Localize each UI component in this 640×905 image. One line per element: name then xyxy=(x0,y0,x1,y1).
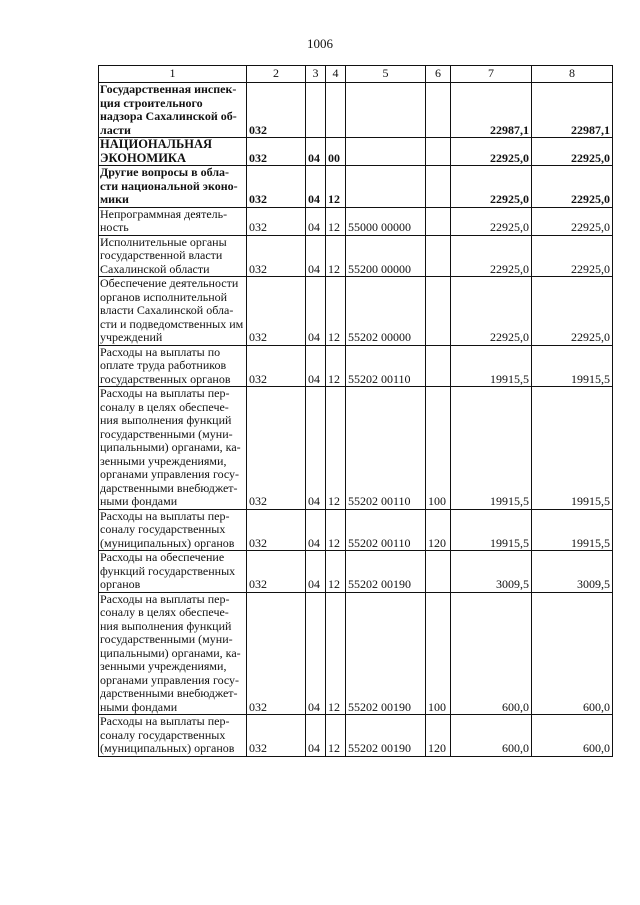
column-header: 6 xyxy=(426,66,451,83)
row-name: Расходы на обеспечение функций государственных органов xyxy=(99,551,247,593)
subsection-code: 12 xyxy=(326,387,346,510)
subsection-code: 12 xyxy=(326,509,346,551)
amount-col8: 22987,1 xyxy=(532,83,613,138)
expense-type-code xyxy=(426,166,451,208)
column-header: 3 xyxy=(306,66,326,83)
budget-table xyxy=(98,65,613,757)
expense-type-code xyxy=(426,207,451,235)
amount-col8: 22925,0 xyxy=(532,277,613,346)
section-code: 04 xyxy=(306,509,326,551)
target-article-code: 55000 00000 xyxy=(346,207,426,235)
section-code: 04 xyxy=(306,277,326,346)
target-article-code: 55202 00190 xyxy=(346,715,426,757)
admin-code: 032 xyxy=(247,345,306,387)
table-row xyxy=(99,166,613,208)
column-header: 7 xyxy=(451,66,532,83)
amount-col8: 3009,5 xyxy=(532,551,613,593)
amount-col7: 19915,5 xyxy=(451,509,532,551)
header-row xyxy=(99,66,613,83)
row-name: Расходы на выплаты пер-соналу в целях обеспече-ния выполнения функций государственными (муни-ципальными) органами, ка-зенными учреждениями, органами управления госу-дарственными внебюджет-ными фондами xyxy=(99,592,247,715)
table-row xyxy=(99,235,613,277)
expense-type-code xyxy=(426,235,451,277)
amount-col8: 22925,0 xyxy=(532,166,613,208)
section-code: 04 xyxy=(306,138,326,166)
expense-type-code: 100 xyxy=(426,592,451,715)
table-row xyxy=(99,277,613,346)
target-article-code xyxy=(346,83,426,138)
admin-code: 032 xyxy=(247,551,306,593)
row-name: Непрограммная деятель-ность xyxy=(99,207,247,235)
table-row xyxy=(99,551,613,593)
table-row xyxy=(99,387,613,510)
subsection-code: 12 xyxy=(326,345,346,387)
subsection-code: 12 xyxy=(326,592,346,715)
amount-col8: 19915,5 xyxy=(532,509,613,551)
section-code: 04 xyxy=(306,345,326,387)
subsection-code: 12 xyxy=(326,551,346,593)
section-code: 04 xyxy=(306,235,326,277)
amount-col8: 22925,0 xyxy=(532,235,613,277)
expense-type-code: 100 xyxy=(426,387,451,510)
amount-col8: 22925,0 xyxy=(532,138,613,166)
page-number: 1006 xyxy=(307,36,333,51)
section-code: 04 xyxy=(306,551,326,593)
section-code xyxy=(306,83,326,138)
amount-col7: 19915,5 xyxy=(451,345,532,387)
amount-col7: 22925,0 xyxy=(451,166,532,208)
subsection-code: 12 xyxy=(326,235,346,277)
expense-type-code xyxy=(426,551,451,593)
subsection-code: 12 xyxy=(326,715,346,757)
row-name: Обеспечение деятельности органов исполнительной власти Сахалинской обла-сти и подведомственных им учреждений xyxy=(99,277,247,346)
target-article-code xyxy=(346,166,426,208)
table-row xyxy=(99,345,613,387)
admin-code: 032 xyxy=(247,235,306,277)
row-name: Расходы на выплаты по оплате труда работников государственных органов xyxy=(99,345,247,387)
subsection-code: 12 xyxy=(326,277,346,346)
amount-col8: 600,0 xyxy=(532,592,613,715)
row-name: Расходы на выплаты пер-соналу государственных (муниципальных) органов xyxy=(99,715,247,757)
column-header: 1 xyxy=(99,66,247,83)
subsection-code: 12 xyxy=(326,166,346,208)
expense-type-code: 120 xyxy=(426,509,451,551)
admin-code: 032 xyxy=(247,592,306,715)
target-article-code: 55202 00110 xyxy=(346,345,426,387)
row-name: Государственная инспек-ция строительного надзора Сахалинской об-ласти xyxy=(99,83,247,138)
amount-col7: 22925,0 xyxy=(451,235,532,277)
section-code: 04 xyxy=(306,166,326,208)
amount-col7: 22925,0 xyxy=(451,207,532,235)
column-header: 2 xyxy=(247,66,306,83)
section-code: 04 xyxy=(306,715,326,757)
target-article-code: 55202 00110 xyxy=(346,509,426,551)
amount-col7: 22925,0 xyxy=(451,138,532,166)
row-name: Исполнительные органы государственной власти Сахалинской области xyxy=(99,235,247,277)
column-header: 8 xyxy=(532,66,613,83)
table-row xyxy=(99,207,613,235)
subsection-code xyxy=(326,83,346,138)
table-row xyxy=(99,592,613,715)
target-article-code: 55202 00190 xyxy=(346,592,426,715)
amount-col7: 3009,5 xyxy=(451,551,532,593)
table-row xyxy=(99,83,613,138)
admin-code: 032 xyxy=(247,715,306,757)
admin-code: 032 xyxy=(247,277,306,346)
target-article-code: 55202 00190 xyxy=(346,551,426,593)
expense-type-code xyxy=(426,277,451,346)
row-name: НАЦИОНАЛЬНАЯ ЭКОНОМИКА xyxy=(99,138,247,166)
amount-col8: 19915,5 xyxy=(532,345,613,387)
section-code: 04 xyxy=(306,207,326,235)
target-article-code: 55200 00000 xyxy=(346,235,426,277)
admin-code: 032 xyxy=(247,509,306,551)
admin-code: 032 xyxy=(247,387,306,510)
table-body xyxy=(99,83,613,757)
admin-code: 032 xyxy=(247,83,306,138)
admin-code: 032 xyxy=(247,207,306,235)
amount-col8: 22925,0 xyxy=(532,207,613,235)
row-name: Другие вопросы в обла-сти национальной эконо-мики xyxy=(99,166,247,208)
amount-col8: 19915,5 xyxy=(532,387,613,510)
section-code: 04 xyxy=(306,387,326,510)
amount-col7: 22925,0 xyxy=(451,277,532,346)
table-row xyxy=(99,715,613,757)
column-header: 5 xyxy=(346,66,426,83)
expense-type-code xyxy=(426,345,451,387)
target-article-code: 55202 00000 xyxy=(346,277,426,346)
table-row xyxy=(99,138,613,166)
subsection-code: 12 xyxy=(326,207,346,235)
table-row xyxy=(99,509,613,551)
amount-col8: 600,0 xyxy=(532,715,613,757)
column-header: 4 xyxy=(326,66,346,83)
amount-col7: 22987,1 xyxy=(451,83,532,138)
expense-type-code xyxy=(426,83,451,138)
subsection-code: 00 xyxy=(326,138,346,166)
amount-col7: 600,0 xyxy=(451,592,532,715)
row-name: Расходы на выплаты пер-соналу государственных (муниципальных) органов xyxy=(99,509,247,551)
amount-col7: 19915,5 xyxy=(451,387,532,510)
admin-code: 032 xyxy=(247,166,306,208)
target-article-code: 55202 00110 xyxy=(346,387,426,510)
admin-code: 032 xyxy=(247,138,306,166)
target-article-code xyxy=(346,138,426,166)
amount-col7: 600,0 xyxy=(451,715,532,757)
expense-type-code: 120 xyxy=(426,715,451,757)
section-code: 04 xyxy=(306,592,326,715)
row-name: Расходы на выплаты пер-соналу в целях обеспече-ния выполнения функций государственными (муни-ципальными) органами, ка-зенными учреждениями, органами управления госу-дарственными внебюджет-ными фондами xyxy=(99,387,247,510)
expense-type-code xyxy=(426,138,451,166)
